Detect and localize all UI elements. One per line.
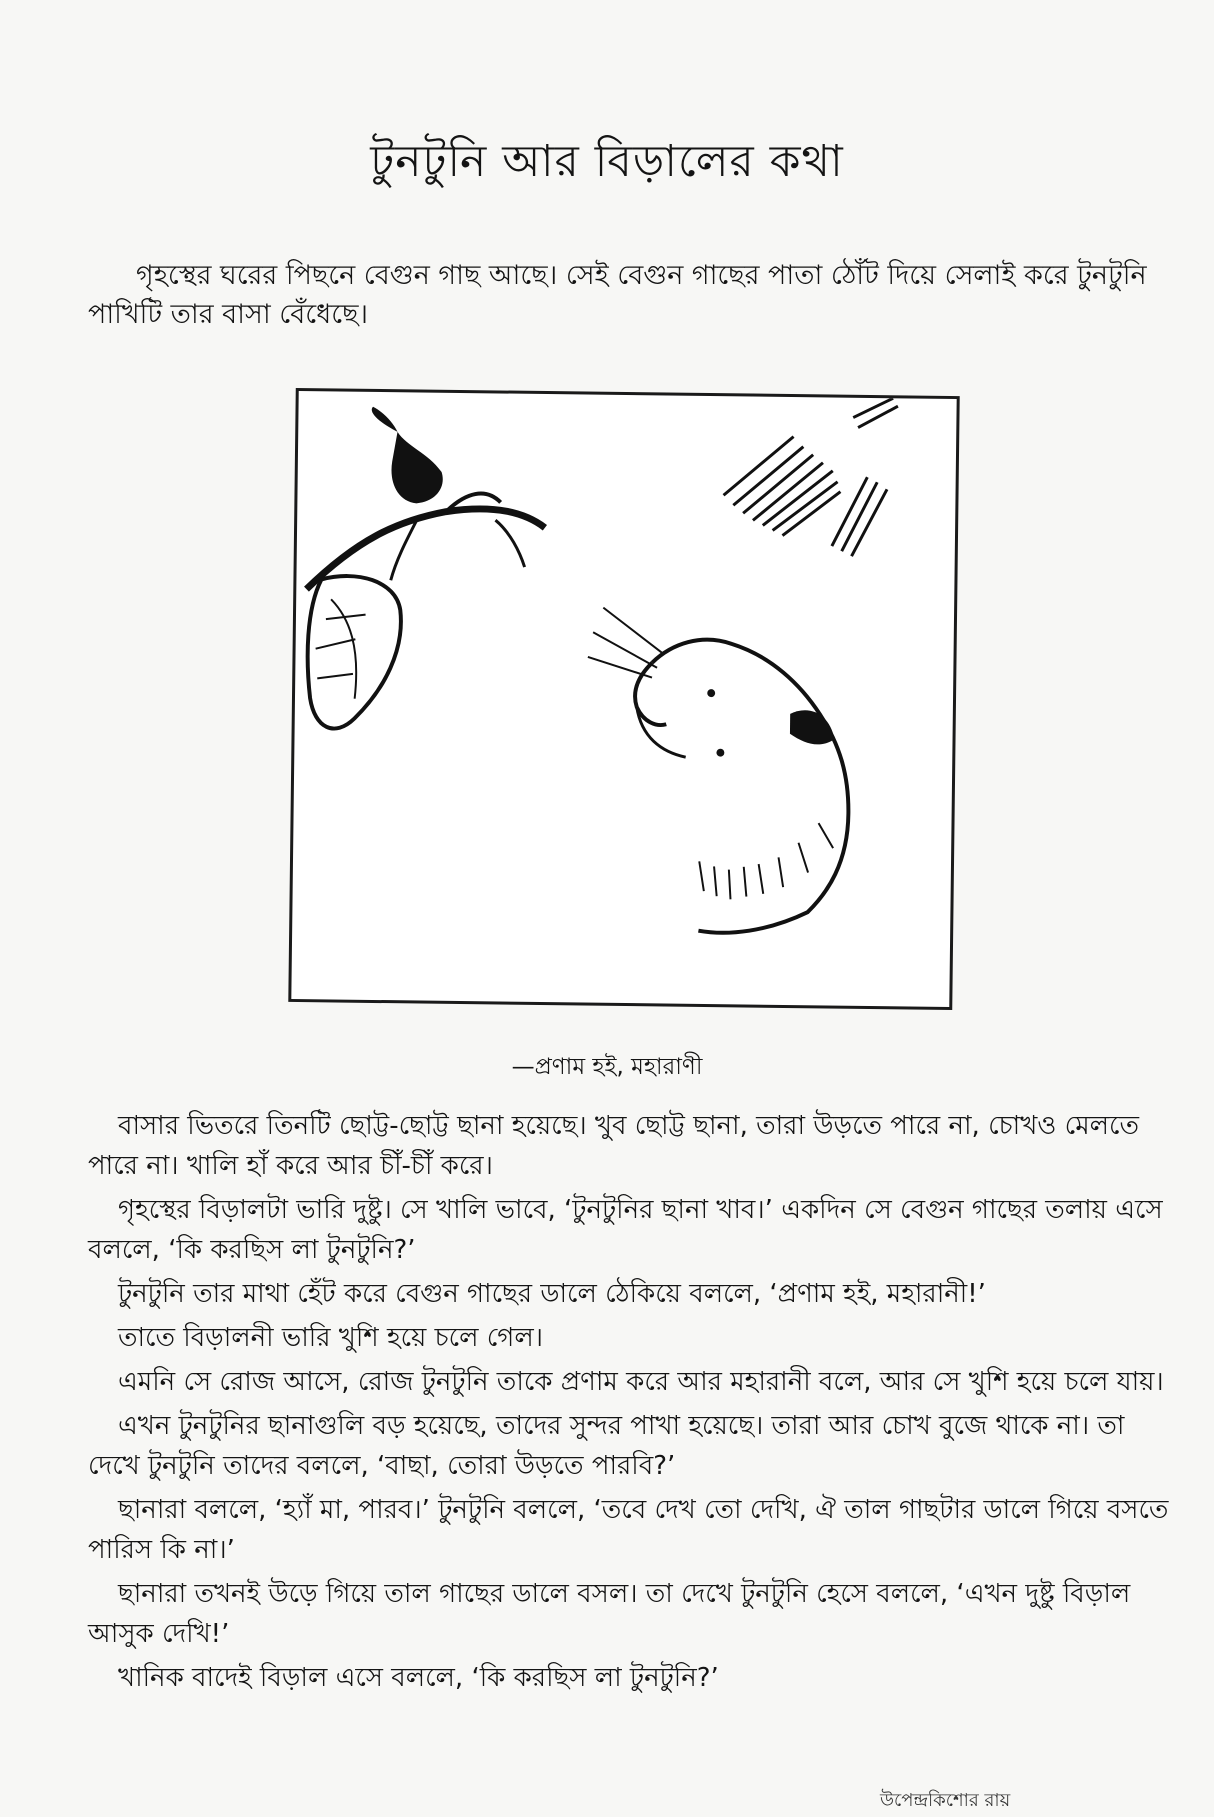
paragraph: তাতে বিড়ালনী ভারি খুশি হয়ে চলে গেল। — [118, 1323, 544, 1353]
paragraph: এমনি সে রোজ আসে, রোজ টুনটুনি তাকে প্রণাম করে আর মহারানী বলে, আর সে খুশি হয়ে চলে যায়। — [118, 1367, 1164, 1397]
paragraph: বাসার ভিতরে তিনটি ছোট্ট-ছোট্ট ছানা হয়েছে। খুব ছোট্ট ছানা, তারা উড়তে পারে না, চোখও মেলতে পারে না। খালি হাঁ করে আর চীঁ-চীঁ করে। — [88, 1111, 1139, 1181]
bird-and-cat-illustration — [291, 391, 956, 1007]
illustration-frame — [288, 388, 959, 1010]
page-footer: উপেন্দ্রকিশোর রায় — [880, 1790, 1011, 1811]
story-title: টুনটুনি আর বিড়ালের কথা — [370, 136, 844, 187]
illustration-caption: —প্রণাম হই, মহারাণী — [511, 1054, 703, 1080]
intro-paragraph: গৃহস্থের ঘরের পিছনে বেগুন গাছ আছে। সেই বেগুন গাছের পাতা ঠোঁট দিয়ে সেলাই করে টুনটুনি পাখিটি তার বাসা বেঁধেছে। — [88, 260, 1147, 330]
paragraph: গৃহস্থের বিড়ালটা ভারি দুষ্টু। সে খালি ভাবে, ‘টুনটুনির ছানা খাব।’ একদিন সে বেগুন গাছের তলায় এসে বললে, ‘কি করছিস লা টুনটুনি?’ — [88, 1195, 1163, 1265]
paragraph: ছানারা বললে, ‘হ্যাঁ মা, পারব।’ টুনটুনি বললে, ‘তবে দেখ তো দেখি, ঐ তাল গাছটার ডালে গিয়ে বসতে পারিস কি না।’ — [88, 1495, 1169, 1565]
paragraph: খানিক বাদেই বিড়াল এসে বললে, ‘কি করছিস লা টুনটুনি?’ — [118, 1663, 719, 1693]
paragraph: এখন টুনটুনির ছানাগুলি বড় হয়েছে, তাদের সুন্দর পাখা হয়েছে। তারা আর চোখ বুজে থাকে না। তা দেখে টুনটুনি তাদের বললে, ‘বাছা, তোরা উড়তে পারবি?’ — [88, 1411, 1125, 1481]
story-body — [88, 1106, 1178, 1702]
paragraph: ছানারা তখনই উড়ে গিয়ে তাল গাছের ডালে বসল। তা দেখে টুনটুনি হেসে বললে, ‘এখন দুষ্টু বিড়াল আসুক দেখি!’ — [88, 1579, 1131, 1649]
paragraph: টুনটুনি তার মাথা হেঁট করে বেগুন গাছের ডালে ঠেকিয়ে বললে, ‘প্রণাম হই, মহারানী!’ — [118, 1279, 986, 1309]
